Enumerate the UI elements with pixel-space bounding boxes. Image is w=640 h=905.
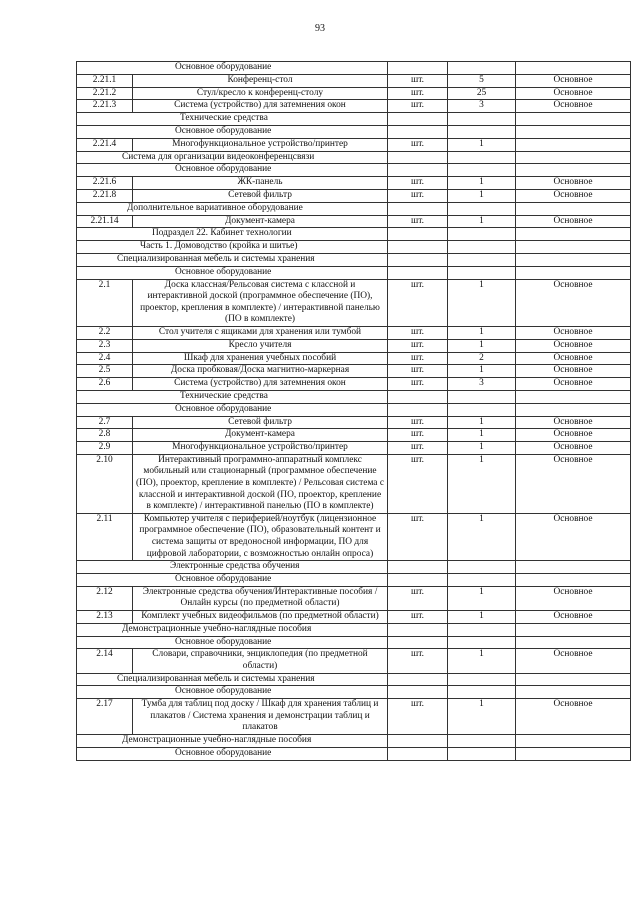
empty-cell bbox=[388, 228, 448, 241]
section-row bbox=[77, 253, 631, 266]
empty-cell bbox=[448, 253, 516, 266]
item-quantity: 1 bbox=[448, 454, 516, 513]
empty-cell bbox=[388, 241, 448, 254]
empty-cell bbox=[388, 390, 448, 403]
item-name: Тумба для таблиц под доску / Шкаф для хранения таблиц и плакатов / Система хранения и демонстрации таблиц и плакатов bbox=[133, 699, 388, 735]
item-category: Основное bbox=[516, 586, 631, 610]
item-unit: шт. bbox=[388, 87, 448, 100]
empty-cell bbox=[448, 747, 516, 760]
item-name: Система (устройство) для затемнения окон bbox=[133, 100, 388, 113]
item-unit: шт. bbox=[388, 189, 448, 202]
empty-cell bbox=[516, 164, 631, 177]
empty-cell bbox=[516, 202, 631, 215]
item-name: Сетевой фильтр bbox=[133, 189, 388, 202]
item-number: 2.8 bbox=[77, 429, 133, 442]
empty-cell bbox=[388, 125, 448, 138]
item-quantity: 2 bbox=[448, 352, 516, 365]
item-unit: шт. bbox=[388, 339, 448, 352]
item-quantity: 1 bbox=[448, 611, 516, 624]
empty-cell bbox=[448, 241, 516, 254]
item-name: Доска пробковая/Доска магнитно-маркерная bbox=[133, 365, 388, 378]
section-title: Технические средства bbox=[77, 390, 388, 403]
item-category: Основное bbox=[516, 365, 631, 378]
item-unit: шт. bbox=[388, 699, 448, 735]
empty-cell bbox=[448, 574, 516, 587]
item-unit: шт. bbox=[388, 352, 448, 365]
empty-cell bbox=[388, 62, 448, 75]
item-unit: шт. bbox=[388, 378, 448, 391]
empty-cell bbox=[448, 734, 516, 747]
empty-cell bbox=[516, 62, 631, 75]
empty-cell bbox=[448, 164, 516, 177]
section-title: Электронные средства обучения bbox=[77, 561, 388, 574]
item-category: Основное bbox=[516, 378, 631, 391]
item-category: Основное bbox=[516, 454, 631, 513]
item-category: Основное bbox=[516, 442, 631, 455]
item-name: Документ-камера bbox=[133, 429, 388, 442]
item-category: Основное bbox=[516, 513, 631, 560]
empty-cell bbox=[388, 403, 448, 416]
empty-cell bbox=[516, 241, 631, 254]
empty-cell bbox=[516, 574, 631, 587]
empty-cell bbox=[388, 747, 448, 760]
item-unit: шт. bbox=[388, 442, 448, 455]
item-category: Основное bbox=[516, 416, 631, 429]
section-title: Демонстрационные учебно-наглядные пособия bbox=[77, 734, 388, 747]
table-row bbox=[77, 87, 631, 100]
item-unit: шт. bbox=[388, 429, 448, 442]
empty-cell bbox=[448, 686, 516, 699]
table-row bbox=[77, 100, 631, 113]
section-row bbox=[77, 390, 631, 403]
empty-cell bbox=[516, 151, 631, 164]
item-name: Комплект учебных видеофильмов (по предметной области) bbox=[133, 611, 388, 624]
item-unit: шт. bbox=[388, 74, 448, 87]
section-row bbox=[77, 164, 631, 177]
item-number: 2.5 bbox=[77, 365, 133, 378]
empty-cell bbox=[516, 636, 631, 649]
section-row bbox=[77, 228, 631, 241]
empty-cell bbox=[448, 151, 516, 164]
section-title: Основное оборудование bbox=[77, 125, 388, 138]
item-category: Основное bbox=[516, 100, 631, 113]
empty-cell bbox=[388, 673, 448, 686]
section-row bbox=[77, 125, 631, 138]
item-category: Основное bbox=[516, 215, 631, 228]
item-category: Основное bbox=[516, 611, 631, 624]
item-unit: шт. bbox=[388, 215, 448, 228]
empty-cell bbox=[388, 636, 448, 649]
item-name: Документ-камера bbox=[133, 215, 388, 228]
section-title: Дополнительное вариативное оборудование bbox=[77, 202, 388, 215]
section-row bbox=[77, 151, 631, 164]
empty-cell bbox=[448, 623, 516, 636]
item-name: Многофункциональное устройство/принтер bbox=[133, 442, 388, 455]
item-quantity: 1 bbox=[448, 429, 516, 442]
empty-cell bbox=[516, 125, 631, 138]
empty-cell bbox=[448, 403, 516, 416]
item-number: 2.21.4 bbox=[77, 138, 133, 151]
table-row bbox=[77, 279, 631, 326]
item-category: Основное bbox=[516, 177, 631, 190]
section-row bbox=[77, 574, 631, 587]
empty-cell bbox=[448, 266, 516, 279]
item-category: Основное bbox=[516, 649, 631, 673]
section-title: Система для организации видеоконференцсвязи bbox=[77, 151, 388, 164]
table-row bbox=[77, 416, 631, 429]
item-number: 2.11 bbox=[77, 513, 133, 560]
item-quantity: 1 bbox=[448, 365, 516, 378]
section-row bbox=[77, 636, 631, 649]
item-number: 2.21.14 bbox=[77, 215, 133, 228]
item-quantity: 3 bbox=[448, 378, 516, 391]
item-unit: шт. bbox=[388, 138, 448, 151]
section-row bbox=[77, 403, 631, 416]
empty-cell bbox=[388, 266, 448, 279]
item-name: Сетевой фильтр bbox=[133, 416, 388, 429]
item-name: Система (устройство) для затемнения окон bbox=[133, 378, 388, 391]
empty-cell bbox=[516, 253, 631, 266]
empty-cell bbox=[388, 623, 448, 636]
table-row bbox=[77, 513, 631, 560]
table-row bbox=[77, 352, 631, 365]
item-category: Основное bbox=[516, 87, 631, 100]
table-row bbox=[77, 215, 631, 228]
item-quantity: 1 bbox=[448, 699, 516, 735]
item-unit: шт. bbox=[388, 454, 448, 513]
item-unit: шт. bbox=[388, 177, 448, 190]
empty-cell bbox=[448, 202, 516, 215]
item-quantity: 1 bbox=[448, 513, 516, 560]
empty-cell bbox=[516, 403, 631, 416]
item-name: Стол учителя с ящиками для хранения или тумбой bbox=[133, 326, 388, 339]
item-quantity: 1 bbox=[448, 189, 516, 202]
empty-cell bbox=[388, 734, 448, 747]
page-number: 93 bbox=[315, 23, 325, 34]
section-row bbox=[77, 686, 631, 699]
item-number: 2.21.3 bbox=[77, 100, 133, 113]
item-unit: шт. bbox=[388, 611, 448, 624]
item-category: Основное bbox=[516, 74, 631, 87]
empty-cell bbox=[448, 125, 516, 138]
item-name: ЖК-панель bbox=[133, 177, 388, 190]
empty-cell bbox=[448, 390, 516, 403]
empty-cell bbox=[516, 228, 631, 241]
equipment-table-body bbox=[77, 62, 631, 761]
section-title: Основное оборудование bbox=[77, 164, 388, 177]
empty-cell bbox=[388, 686, 448, 699]
item-name: Интерактивный программно-аппаратный комплекс мобильный или стационарный (программное обеспечение (ПО), проектор, крепление в комплекте) / Рельсовая система с классной и интерактивной доской (ПО, проектор, крепление в комплекте) / интерактивной панелью (ПО в комплекте) bbox=[133, 454, 388, 513]
item-number: 2.17 bbox=[77, 699, 133, 735]
section-row bbox=[77, 241, 631, 254]
item-quantity: 25 bbox=[448, 87, 516, 100]
table-row bbox=[77, 74, 631, 87]
item-number: 2.3 bbox=[77, 339, 133, 352]
item-unit: шт. bbox=[388, 365, 448, 378]
item-name: Доска классная/Рельсовая система с классной и интерактивной доской (программное обеспечение (ПО), проектор, крепления в комплекте) / интерактивной панелью (ПО в комплекте) bbox=[133, 279, 388, 326]
item-quantity: 1 bbox=[448, 138, 516, 151]
section-row bbox=[77, 266, 631, 279]
section-row bbox=[77, 62, 631, 75]
item-quantity: 1 bbox=[448, 339, 516, 352]
empty-cell bbox=[516, 390, 631, 403]
section-row bbox=[77, 113, 631, 126]
empty-cell bbox=[448, 673, 516, 686]
item-number: 2.21.6 bbox=[77, 177, 133, 190]
section-title: Специализированная мебель и системы хранения bbox=[77, 673, 388, 686]
table-row bbox=[77, 177, 631, 190]
item-name: Электронные средства обучения/Интерактивные пособия / Онлайн курсы (по предметной области) bbox=[133, 586, 388, 610]
item-quantity: 1 bbox=[448, 416, 516, 429]
item-name: Кресло учителя bbox=[133, 339, 388, 352]
item-name: Конференц-стол bbox=[133, 74, 388, 87]
table-row bbox=[77, 378, 631, 391]
item-number: 2.1 bbox=[77, 279, 133, 326]
table-row bbox=[77, 611, 631, 624]
empty-cell bbox=[388, 574, 448, 587]
empty-cell bbox=[516, 266, 631, 279]
item-number: 2.12 bbox=[77, 586, 133, 610]
item-number: 2.13 bbox=[77, 611, 133, 624]
section-title: Основное оборудование bbox=[77, 574, 388, 587]
empty-cell bbox=[516, 734, 631, 747]
item-name: Шкаф для хранения учебных пособий bbox=[133, 352, 388, 365]
section-row bbox=[77, 561, 631, 574]
table-row bbox=[77, 454, 631, 513]
table-row bbox=[77, 442, 631, 455]
empty-cell bbox=[516, 747, 631, 760]
item-quantity: 1 bbox=[448, 649, 516, 673]
item-number: 2.9 bbox=[77, 442, 133, 455]
item-quantity: 1 bbox=[448, 586, 516, 610]
empty-cell bbox=[388, 561, 448, 574]
empty-cell bbox=[388, 164, 448, 177]
item-unit: шт. bbox=[388, 279, 448, 326]
section-title: Подраздел 22. Кабинет технологии bbox=[77, 228, 388, 241]
item-quantity: 1 bbox=[448, 215, 516, 228]
empty-cell bbox=[448, 62, 516, 75]
item-quantity: 3 bbox=[448, 100, 516, 113]
item-number: 2.21.1 bbox=[77, 74, 133, 87]
table-row bbox=[77, 189, 631, 202]
item-unit: шт. bbox=[388, 326, 448, 339]
item-number: 2.2 bbox=[77, 326, 133, 339]
item-unit: шт. bbox=[388, 100, 448, 113]
empty-cell bbox=[516, 113, 631, 126]
item-quantity: 1 bbox=[448, 279, 516, 326]
table-row bbox=[77, 649, 631, 673]
item-number: 2.10 bbox=[77, 454, 133, 513]
section-title: Основное оборудование bbox=[77, 403, 388, 416]
section-row bbox=[77, 202, 631, 215]
item-category: Основное bbox=[516, 699, 631, 735]
item-number: 2.4 bbox=[77, 352, 133, 365]
section-row bbox=[77, 747, 631, 760]
item-number: 2.14 bbox=[77, 649, 133, 673]
section-title: Основное оборудование bbox=[77, 747, 388, 760]
item-quantity: 1 bbox=[448, 177, 516, 190]
section-title: Основное оборудование bbox=[77, 266, 388, 279]
table-row bbox=[77, 586, 631, 610]
section-title: Основное оборудование bbox=[77, 686, 388, 699]
empty-cell bbox=[388, 151, 448, 164]
section-title: Технические средства bbox=[77, 113, 388, 126]
empty-cell bbox=[516, 686, 631, 699]
item-quantity: 1 bbox=[448, 326, 516, 339]
item-number: 2.6 bbox=[77, 378, 133, 391]
table-row bbox=[77, 429, 631, 442]
empty-cell bbox=[388, 253, 448, 266]
section-title: Часть 1. Домоводство (кройка и шитье) bbox=[77, 241, 388, 254]
empty-cell bbox=[388, 113, 448, 126]
empty-cell bbox=[388, 202, 448, 215]
empty-cell bbox=[516, 623, 631, 636]
item-category: Основное bbox=[516, 339, 631, 352]
empty-cell bbox=[516, 561, 631, 574]
table-row bbox=[77, 138, 631, 151]
equipment-table bbox=[76, 61, 631, 761]
item-category: Основное bbox=[516, 189, 631, 202]
empty-cell bbox=[516, 673, 631, 686]
item-unit: шт. bbox=[388, 416, 448, 429]
item-quantity: 1 bbox=[448, 442, 516, 455]
item-category: Основное bbox=[516, 326, 631, 339]
item-name: Многофункциональное устройство/принтер bbox=[133, 138, 388, 151]
item-name: Стул/кресло к конференц-столу bbox=[133, 87, 388, 100]
section-title: Демонстрационные учебно-наглядные пособия bbox=[77, 623, 388, 636]
item-number: 2.7 bbox=[77, 416, 133, 429]
item-category bbox=[516, 138, 631, 151]
item-unit: шт. bbox=[388, 513, 448, 560]
table-row bbox=[77, 365, 631, 378]
empty-cell bbox=[448, 636, 516, 649]
item-number: 2.21.8 bbox=[77, 189, 133, 202]
item-unit: шт. bbox=[388, 649, 448, 673]
section-title: Основное оборудование bbox=[77, 62, 388, 75]
item-number: 2.21.2 bbox=[77, 87, 133, 100]
item-name: Компьютер учителя с периферией/ноутбук (лицензионное программное обеспечение (ПО), образовательный контент и система защиты от вредоносной информации, ПО для цифровой лаборатории, с возможностью онлайн опроса) bbox=[133, 513, 388, 560]
item-category: Основное bbox=[516, 429, 631, 442]
item-category: Основное bbox=[516, 279, 631, 326]
table-row bbox=[77, 699, 631, 735]
table-row bbox=[77, 339, 631, 352]
section-row bbox=[77, 623, 631, 636]
empty-cell bbox=[448, 561, 516, 574]
item-quantity: 5 bbox=[448, 74, 516, 87]
section-title: Специализированная мебель и системы хранения bbox=[77, 253, 388, 266]
section-row bbox=[77, 673, 631, 686]
item-name: Словари, справочники, энциклопедия (по предметной области) bbox=[133, 649, 388, 673]
empty-cell bbox=[448, 228, 516, 241]
item-category: Основное bbox=[516, 352, 631, 365]
section-title: Основное оборудование bbox=[77, 636, 388, 649]
item-unit: шт. bbox=[388, 586, 448, 610]
empty-cell bbox=[448, 113, 516, 126]
table-row bbox=[77, 326, 631, 339]
section-row bbox=[77, 734, 631, 747]
